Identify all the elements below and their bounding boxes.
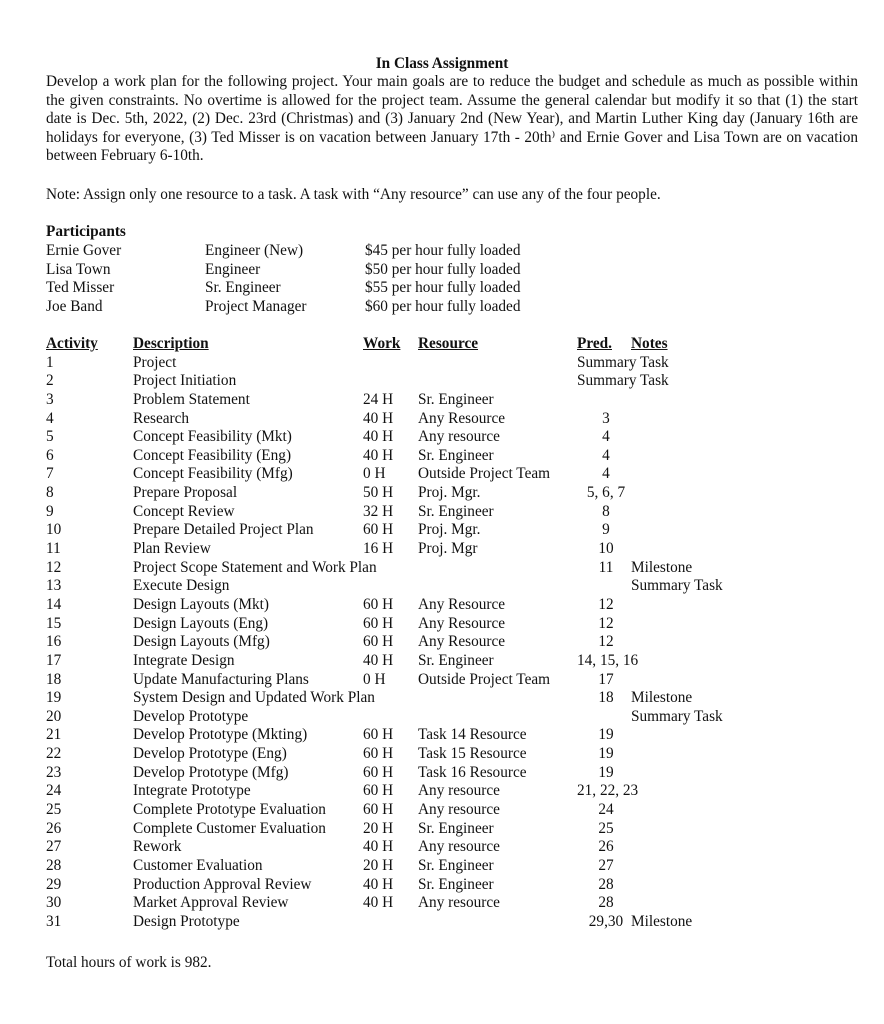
activity-description: Concept Feasibility (Mfg) [133,465,293,483]
activity-description: Prepare Detailed Project Plan [133,521,314,539]
activity-pred: 8 [602,502,610,520]
activity-work: 0 H [363,465,386,483]
activity-work: 40 H [363,894,394,912]
activity-work: 60 H [363,801,394,819]
activity-notes: Summary Task [631,707,723,725]
table-row [46,540,866,559]
header-notes: Notes [631,335,668,352]
activity-description: Develop Prototype (Mfg) [133,763,289,781]
activity-description: Problem Statement [133,390,250,408]
table-row [46,820,866,839]
activity-work: 60 H [363,782,394,800]
activity-id: 6 [46,446,54,464]
activity-description: Market Approval Review [133,894,289,912]
document-title: In Class Assignment [375,55,509,72]
activity-pred: 27 [598,856,614,874]
activity-work: 40 H [363,875,394,893]
activity-resource: Sr. Engineer [418,875,494,893]
activity-id: 8 [46,484,54,502]
activity-description: Design Prototype [133,912,240,930]
activity-notes: Milestone [631,689,693,707]
activity-resource: Any resource [418,894,500,912]
table-row [46,913,866,932]
activity-resource: Any resource [418,782,500,800]
activity-table [46,335,866,932]
activity-description: Project [133,353,177,371]
table-row [46,428,866,447]
activity-notes: Milestone [631,558,693,576]
activity-id: 17 [46,651,62,669]
activity-description: Update Manufacturing Plans [133,670,309,688]
activity-description: Project Initiation [133,372,237,390]
participant-role: Engineer [205,260,261,278]
activity-id: 23 [46,763,62,781]
activity-pred: 4 [602,428,610,446]
table-row [46,447,866,466]
activity-pred: 12 [598,614,614,632]
activity-pred: 5, 6, 7 [586,484,626,502]
activity-pred: 19 [598,726,614,744]
activity-pred: 28 [598,875,614,893]
activity-pred: 12 [598,633,614,651]
activity-work: 60 H [363,595,394,613]
table-row [46,410,866,429]
activity-resource: Sr. Engineer [418,390,494,408]
activity-id: 25 [46,801,62,819]
activity-resource: Sr. Engineer [418,446,494,464]
table-row [46,633,866,652]
table-row [46,465,866,484]
activity-work: 40 H [363,446,394,464]
activity-resource: Task 16 Resource [418,763,527,781]
activity-id: 1 [46,353,54,371]
activity-work: 60 H [363,633,394,651]
activity-pred: 17 [598,670,614,688]
activity-description: Develop Prototype [133,707,249,725]
activity-id: 3 [46,390,54,408]
activity-id: 10 [46,521,62,539]
activity-resource: Proj. Mgr. [418,521,481,539]
participants-list [46,242,646,317]
header-resource: Resource [418,335,479,352]
activity-resource: Any Resource [418,409,506,427]
table-row [46,745,866,764]
activity-work: 60 H [363,726,394,744]
activity-pred: 12 [598,595,614,613]
activity-description: Complete Customer Evaluation [133,819,326,837]
activity-pred: 11 [598,558,614,576]
activity-resource: Proj. Mgr. [418,484,481,502]
activity-pred: 14, 15, 16 [577,651,639,669]
activity-id: 18 [46,670,62,688]
activity-pred: 10 [598,540,614,558]
activity-id: 29 [46,875,62,893]
header-activity: Activity [46,335,98,352]
activity-id: 5 [46,428,54,446]
table-row [46,857,866,876]
activity-notes: Summary Task [631,577,723,595]
activity-description: Design Layouts (Mkt) [133,595,269,613]
participant-rate: $60 per hour fully loaded [365,298,521,316]
activity-description: Integrate Design [133,651,235,669]
activity-description: Develop Prototype (Eng) [133,745,287,763]
activity-id: 11 [46,540,61,558]
table-row [46,838,866,857]
activity-description: Customer Evaluation [133,856,263,874]
table-row [46,577,866,596]
table-row [46,521,866,540]
activity-id: 26 [46,819,62,837]
participant-rate: $55 per hour fully loaded [365,279,521,297]
activity-resource: Sr. Engineer [418,502,494,520]
activity-pred: 4 [602,446,610,464]
activity-description: Concept Feasibility (Mkt) [133,428,292,446]
activity-notes: Milestone [631,912,693,930]
activity-id: 12 [46,558,62,576]
activity-id: 14 [46,595,62,613]
table-row [46,876,866,895]
activity-resource: Any Resource [418,614,506,632]
activity-resource: Task 14 Resource [418,726,527,744]
activity-work: 60 H [363,614,394,632]
activity-description: Prepare Proposal [133,484,238,502]
activity-description: Plan Review [133,540,211,558]
activity-description: System Design and Updated Work Plan [133,689,375,707]
activity-id: 30 [46,894,62,912]
participant-role: Sr. Engineer [205,279,281,297]
activity-id: 27 [46,838,62,856]
activity-description: Research [133,409,190,427]
activity-work: 60 H [363,521,394,539]
activity-pred: 26 [598,838,614,856]
header-pred: Pred. [577,335,612,352]
activity-pred: 28 [598,894,614,912]
activity-description: Concept Feasibility (Eng) [133,446,292,464]
activity-work: 24 H [363,390,394,408]
activity-id: 15 [46,614,62,632]
activity-description: Design Layouts (Eng) [133,614,269,632]
activity-resource: Sr. Engineer [418,651,494,669]
table-row [46,372,866,391]
participant-role: Project Manager [205,298,307,316]
activity-work: 60 H [363,745,394,763]
table-row [46,671,866,690]
activity-table-header [46,335,866,354]
participant-name: Ernie Gover [46,242,122,259]
table-row [46,559,866,578]
activity-resource: Proj. Mgr [418,540,478,558]
activity-pred: 24 [598,801,614,819]
table-row [46,354,866,373]
activity-description: Develop Prototype (Mkting) [133,726,308,744]
table-row [46,503,866,522]
activity-description: Execute Design [133,577,230,595]
table-row [46,726,866,745]
activity-id: 9 [46,502,54,520]
activity-id: 16 [46,633,62,651]
activity-pred: 25 [598,819,614,837]
table-row [46,782,866,801]
activity-id: 20 [46,707,62,725]
activity-work: 40 H [363,838,394,856]
activity-description: Rework [133,838,182,856]
participant-role: Engineer (New) [205,242,304,259]
participant-rate: $45 per hour fully loaded [365,242,521,259]
activity-id: 22 [46,745,62,763]
activity-pred: 19 [598,745,614,763]
activity-resource: Task 15 Resource [418,745,527,763]
table-row [46,894,866,913]
activity-id: 21 [46,726,62,744]
activity-rows [46,354,866,932]
participant-row [46,298,646,317]
activity-resource: Sr. Engineer [418,819,494,837]
participant-name: Joe Band [46,298,103,316]
participants-heading: Participants [46,223,126,240]
activity-summary-note: Summary Task [577,353,669,371]
assignment-note: Note: Assign only one resource to a task. A task with “Any resource” can use any of the four people. [46,186,661,203]
activity-work: 50 H [363,484,394,502]
activity-id: 7 [46,465,54,483]
activity-pred: 4 [602,465,610,483]
activity-description: Integrate Prototype [133,782,251,800]
participant-name: Lisa Town [46,260,111,278]
activity-id: 4 [46,409,54,427]
table-row [46,484,866,503]
activity-pred: 18 [598,689,614,707]
activity-id: 19 [46,689,62,707]
activity-work: 32 H [363,502,394,520]
activity-id: 31 [46,912,62,930]
participant-name: Ted Misser [46,279,115,297]
header-description: Description [133,335,209,352]
activity-work: 0 H [363,670,386,688]
participant-row [46,242,646,261]
activity-pred: 19 [598,763,614,781]
activity-work: 40 H [363,651,394,669]
activity-description: Concept Review [133,502,235,520]
activity-resource: Sr. Engineer [418,856,494,874]
activity-description: Production Approval Review [133,875,312,893]
activity-work: 40 H [363,428,394,446]
activity-resource: Outside Project Team [418,670,551,688]
activity-id: 24 [46,782,62,800]
activity-id: 13 [46,577,62,595]
activity-resource: Any Resource [418,595,506,613]
activity-description: Design Layouts (Mfg) [133,633,270,651]
table-row [46,708,866,727]
activity-work: 20 H [363,819,394,837]
activity-resource: Any resource [418,428,500,446]
intro-paragraph: Develop a work plan for the following project. Your main goals are to reduce the budget and schedule as much as possible within the given constraints. No overtime is allowed for the project team. Assume the general calendar but modify it so that (1) the start date is Dec. 5th, 2022, (2) Dec. 23rd (Christmas) and (3) January 2nd (New Year), and Martin Luther King day (January 16th are holidays for everyone, (3) Ted Misser is on vacation between January 17th - 20th⁾ and Ernie Gover and Lisa Town are on vacation between February 6-10th. [46,73,858,165]
activity-pred: 29,30 [588,912,624,930]
activity-pred: 3 [602,409,610,427]
activity-summary-note: Summary Task [577,372,669,390]
activity-description: Complete Prototype Evaluation [133,801,326,819]
table-row [46,689,866,708]
activity-resource: Any Resource [418,633,506,651]
activity-work: 16 H [363,540,394,558]
activity-work: 20 H [363,856,394,874]
participant-row [46,261,646,280]
table-row [46,652,866,671]
activity-description: Project Scope Statement and Work Plan [133,558,377,576]
activity-work: 40 H [363,409,394,427]
table-row [46,596,866,615]
activity-work: 60 H [363,763,394,781]
activity-resource: Any resource [418,801,500,819]
participant-row [46,279,646,298]
table-row [46,391,866,410]
table-row [46,801,866,820]
total-hours: Total hours of work is 982. [46,954,212,971]
header-work: Work [363,335,401,352]
activity-pred: 9 [602,521,610,539]
activity-id: 28 [46,856,62,874]
table-row [46,764,866,783]
participant-rate: $50 per hour fully loaded [365,260,521,278]
activity-id: 2 [46,372,54,390]
activity-resource: Outside Project Team [418,465,551,483]
activity-pred: 21, 22, 23 [577,782,639,800]
table-row [46,615,866,634]
activity-resource: Any resource [418,838,500,856]
